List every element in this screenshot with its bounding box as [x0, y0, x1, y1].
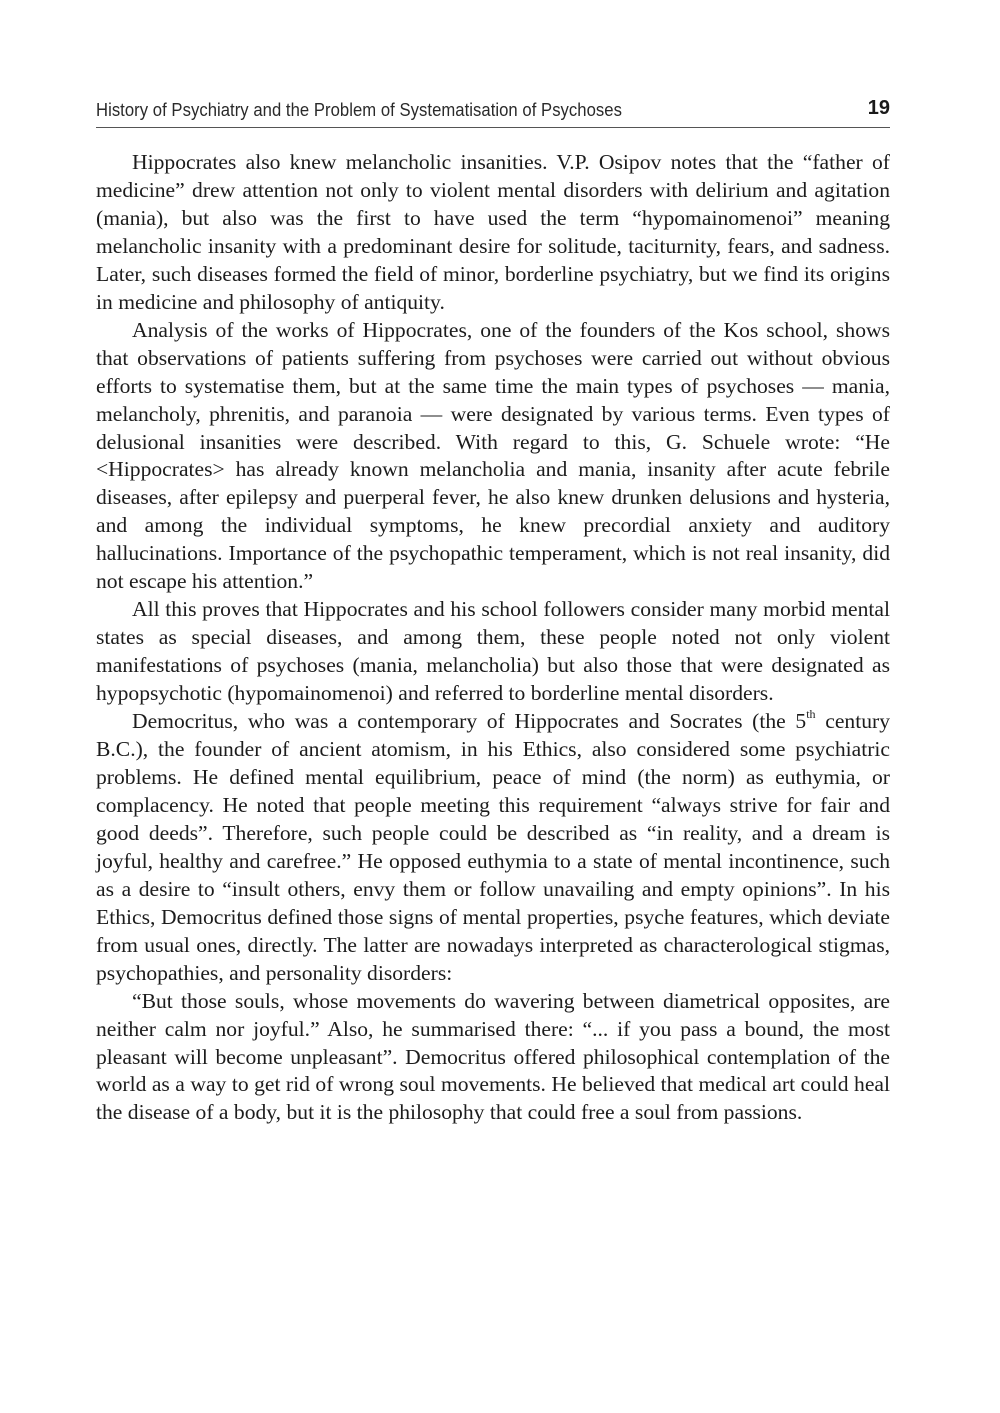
paragraph-4-rest: century B.C.), the founder of ancient atomism, in his Ethics, also considered some psychiatric problems. He defined mental equilibrium, peace of mind (the norm) as euthymia, or complacency. He noted that people meeting this requirement “always strive for fair and good deeds”. Therefore, such people could be described as “in reality, and a dream is joyful, healthy and carefree.” He opposed euthymia to a state of mental incontinence, such as a desire to “insult others, envy them or follow unavailing and empty opinions”. In his Ethics, Democritus defined those signs of mental properties, psyche features, which deviate from usual ones, directly. The latter are nowadays interpreted as characterological stigmas, psychopathies, and personality disorders:	[96, 709, 890, 985]
running-header	[96, 97, 890, 128]
body-text	[96, 149, 890, 1127]
paragraph-5: “But those souls, whose movements do wavering between diametrical opposites, are neither calm nor joyful.” Also, he summarised there: “... if you pass a bound, the most pleasant will become unpleasant”. Democritus offered philosophical contemplation of the world as a way to get rid of wrong soul movements. He believed that medical art could heal the disease of a body, but it is the philosophy that could free a soul from passions.	[96, 988, 890, 1125]
paragraph-4-start: Democritus, who was a contemporary of Hippocrates and Socrates (the 5	[132, 709, 807, 734]
paragraph-4	[96, 708, 890, 988]
ordinal-superscript: th	[806, 706, 816, 721]
running-title: History of Psychiatry and the Problem of Systematisation of Psychoses	[96, 99, 622, 120]
paragraph-3: All this proves that Hippocrates and his school followers consider many morbid mental states as special diseases, and among them, these people noted not only violent manifestations of psychoses (mania, melancholia) but also those that were designated as hypopsychotic (hypomainomenoi) and referred to borderline mental disorders.	[96, 597, 890, 706]
paragraph-1: Hippocrates also knew melancholic insanities. V.P. Osipov notes that the “father of medicine” drew attention not only to violent mental disorders with delirium and agitation (mania), but also was the first to have used the term “hypomainomenoi” meaning melancholic insanity with a predominant desire for solitude, taciturnity, fears, and sadness. Later, such diseases formed the field of minor, borderline psychiatry, but we find its origins in medicine and philosophy of antiquity.	[96, 150, 890, 314]
paragraph-2: Analysis of the works of Hippocrates, one of the founders of the Kos school, shows that observations of patients suffering from psychoses were carried out without obvious efforts to systematise them, but at the same time the main types of psychoses — mania, melancholy, phrenitis, and paranoia — were designated by various terms. Even types of delusional insanities were described. With regard to this, G. Schuele wrote: “He <Hippocrates> has already known melancholia and mania, insanity after acute febrile diseases, after epilepsy and puerperal fever, he also knew drunken delusions and hysteria, and among the individual symptoms, he knew precordial anxiety and auditory hallucinations. Importance of the psychopathic temperament, which is not real insanity, did not escape his attention.”	[96, 317, 890, 594]
page-number: 19	[867, 97, 890, 119]
